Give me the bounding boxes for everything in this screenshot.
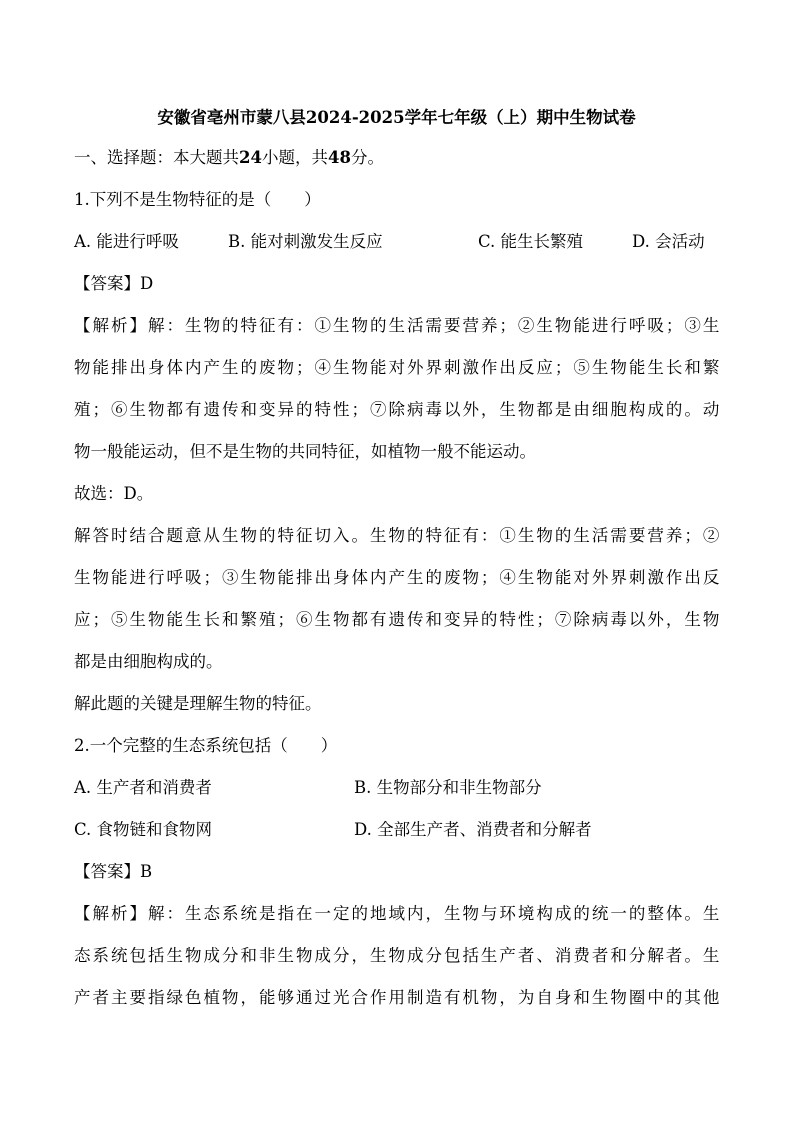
q1-option-a: A. 能进行呼吸 xyxy=(74,232,179,251)
q1-option-c: C. 能生长繁殖 xyxy=(478,232,584,251)
q1-analysis-line-1 xyxy=(74,314,720,338)
section-prefix: 一、选择题：本大题共 xyxy=(74,148,239,167)
q1-analysis-line-2: 物能排出身体内产生的废物；④生物能对外界刺激作出反应；⑤生物能生长和繁 xyxy=(74,358,720,377)
q1-answer-label: 【答案】 xyxy=(74,274,140,293)
q2-option-b: B. 生物部分和非生物部分 xyxy=(354,778,542,797)
section-count: 24 xyxy=(239,148,262,167)
q2-option-c: C. 食物链和食物网 xyxy=(74,820,213,839)
q2-analysis-text-1: 解：生态系统是指在一定的地域内，生物与环境构成的统一的整体。生 xyxy=(148,904,720,923)
section-score: 48 xyxy=(327,148,351,167)
q2-answer-value: B xyxy=(140,862,153,881)
q1-tips-line-1: 解答时结合题意从生物的特征切入。生物的特征有：①生物的生活需要营养；② xyxy=(74,526,720,545)
exam-title: 安徽省亳州市蒙八县2024-2025学年七年级（上）期中生物试卷 xyxy=(157,108,636,127)
q1-analysis-line-4: 物一般能运动，但不是生物的共同特征，如植物一般不能运动。 xyxy=(74,442,536,461)
q2-option-d: D. 全部生产者、消费者和分解者 xyxy=(354,820,592,839)
section-heading xyxy=(74,146,720,170)
q1-answer-value: D xyxy=(140,274,154,293)
q2-stem: 2.一个完整的生态系统包括（ ） xyxy=(74,736,338,755)
section-suffix: 分。 xyxy=(350,148,384,167)
q2-answer xyxy=(74,860,720,884)
q1-analysis-line-3: 殖；⑥生物都有遗传和变异的特性；⑦除病毒以外，生物都是由细胞构成的。动 xyxy=(74,400,720,419)
q1-key-point: 解此题的关键是理解生物的特征。 xyxy=(74,694,322,713)
q1-stem: 1.下列不是生物特征的是（ ） xyxy=(74,190,321,209)
q1-tips-line-4: 都是由细胞构成的。 xyxy=(74,652,223,671)
q2-analysis-line-3: 产者主要指绿色植物，能够通过光合作用制造有机物，为自身和生物圈中的其他 xyxy=(74,988,720,1007)
q2-option-a: A. 生产者和消费者 xyxy=(74,778,212,797)
section-mid: 小题，共 xyxy=(261,148,328,167)
q1-tips-line-3: 应；⑤生物能生长和繁殖；⑥生物都有遗传和变异的特性；⑦除病毒以外，生物 xyxy=(74,610,720,629)
q2-analysis-line-1 xyxy=(74,902,720,926)
q1-analysis-label: 【解析】 xyxy=(74,316,148,335)
q1-choice: 故选：D。 xyxy=(74,484,154,503)
q1-analysis-text-1: 解：生物的特征有：①生物的生活需要营养；②生物能进行呼吸；③生 xyxy=(148,316,720,335)
q1-answer xyxy=(74,272,720,296)
q1-option-d: D. 会活动 xyxy=(632,232,705,251)
q1-option-b: B. 能对刺激发生反应 xyxy=(228,232,383,251)
q1-tips-line-2: 生物能进行呼吸；③生物能排出身体内产生的废物；④生物能对外界刺激作出反 xyxy=(74,568,720,587)
q2-answer-label: 【答案】 xyxy=(74,862,140,881)
q2-analysis-line-2: 态系统包括生物成分和非生物成分，生物成分包括生产者、消费者和分解者。生 xyxy=(74,946,720,965)
q2-analysis-label: 【解析】 xyxy=(74,904,148,923)
